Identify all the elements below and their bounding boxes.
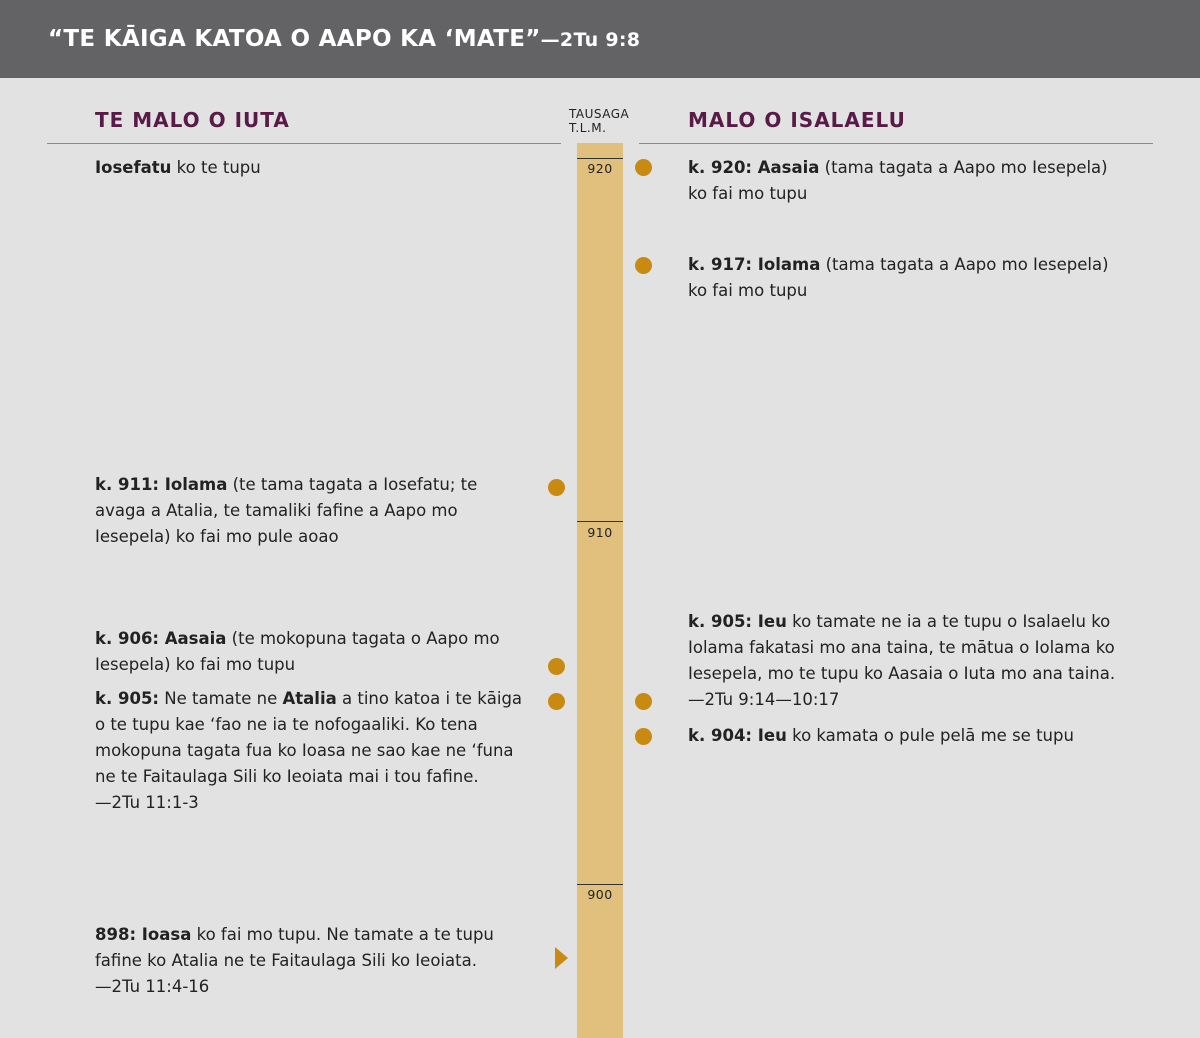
event-marker-904 bbox=[635, 728, 652, 745]
event-arrow-898 bbox=[555, 947, 568, 969]
entry-bold: Iosefatu bbox=[95, 158, 172, 177]
event-marker-906 bbox=[548, 658, 565, 675]
entry-text: ko te tupu bbox=[171, 158, 261, 177]
entry-bold: k. 905: Ieu bbox=[688, 612, 787, 631]
right-entry-905 bbox=[688, 609, 1128, 713]
entry-text: ko kamata o pule pelā me se tupu bbox=[786, 726, 1074, 745]
axis-heading-line-2: T.L.M. bbox=[569, 121, 607, 135]
entry-bold-name: Atalia bbox=[282, 689, 337, 708]
left-entry-iosefatu bbox=[95, 155, 525, 181]
entry-text: ko fai mo tupu. Ne tamate a te tupu fafine ko Atalia ne te Faitaulaga Sili ko Ieoiata. bbox=[95, 925, 494, 970]
entry-bold: k. 906: Aasaia bbox=[95, 629, 227, 648]
entry-bold: k. 911: Iolama bbox=[95, 475, 228, 494]
entry-bold: k. 920: Aasaia bbox=[688, 158, 820, 177]
event-marker-905-left bbox=[548, 693, 565, 710]
left-entry-905 bbox=[95, 686, 525, 816]
event-marker-920 bbox=[635, 159, 652, 176]
entry-scripture-ref: —2Tu 9:14—10:17 bbox=[688, 690, 840, 709]
event-marker-911 bbox=[548, 479, 565, 496]
title-scripture-ref: —2Tu 9:8 bbox=[540, 29, 641, 51]
entry-scripture-ref: —2Tu 11:4-16 bbox=[95, 977, 210, 996]
entry-text: (tama tagata a Aapo mo Iesepela) ko fai mo tupu bbox=[688, 255, 1109, 300]
axis-heading-line-1: TAUSAGA bbox=[569, 107, 630, 121]
tick-label-920: 920 bbox=[587, 161, 613, 176]
entry-bold: k. 905: bbox=[95, 689, 160, 708]
left-entry-906 bbox=[95, 626, 525, 678]
right-entry-920 bbox=[688, 155, 1118, 207]
tick-910 bbox=[577, 521, 623, 522]
title-text: “TE KĀIGA KATOA O AAPO KA ‘MATE” bbox=[48, 26, 541, 52]
entry-text: ko tamate ne ia a te tupu o Isalaelu ko Iolama fakatasi mo ana taina, te mātua o Iolama ko Iesepela, mo te tupu ko Aasaia o Iuta mo ana taina. bbox=[688, 612, 1116, 683]
entry-scripture-ref: —2Tu 11:1-3 bbox=[95, 793, 199, 812]
tick-900 bbox=[577, 884, 623, 885]
entry-text: Ne tamate ne bbox=[159, 689, 283, 708]
entry-bold: k. 917: Iolama bbox=[688, 255, 821, 274]
header-bar bbox=[0, 0, 1200, 78]
left-entry-911 bbox=[95, 472, 525, 550]
entry-text: (te mokopuna tagata o Aapo mo Iesepela) ko fai mo tupu bbox=[95, 629, 500, 674]
entry-bold: k. 904: Ieu bbox=[688, 726, 787, 745]
timeline-bar bbox=[577, 143, 623, 1038]
event-marker-917 bbox=[635, 257, 652, 274]
right-column-heading: MALO O ISALAELU bbox=[688, 108, 906, 132]
left-entry-898 bbox=[95, 922, 525, 1000]
tick-label-910: 910 bbox=[587, 525, 613, 540]
entry-bold: 898: Ioasa bbox=[95, 925, 192, 944]
tick-label-900: 900 bbox=[587, 887, 613, 902]
entry-text: (te tama tagata a Iosefatu; te avaga a Atalia, te tamaliki fafine a Aapo mo Iesepela) ko fai mo pule aoao bbox=[95, 475, 478, 546]
left-heading-rule bbox=[47, 143, 561, 144]
entry-text-continued: a tino katoa i te kāiga o te tupu kae ‘fao ne ia te nofogaaliki. Ko tena mokopuna tagata fua ko Ioasa ne sao kae ne ‘funa ne te Faitaulaga Sili ko Ieoiata mai i tou fafine. bbox=[95, 689, 523, 786]
tick-920 bbox=[577, 158, 623, 159]
right-entry-917 bbox=[688, 252, 1118, 304]
right-heading-rule bbox=[639, 143, 1153, 144]
left-column-heading: TE MALO O IUTA bbox=[95, 108, 290, 132]
right-entry-904 bbox=[688, 723, 1128, 749]
page-title bbox=[48, 26, 640, 52]
event-marker-905-right bbox=[635, 693, 652, 710]
entry-text: (tama tagata a Aapo mo Iesepela) ko fai mo tupu bbox=[688, 158, 1108, 203]
axis-heading bbox=[569, 107, 629, 135]
